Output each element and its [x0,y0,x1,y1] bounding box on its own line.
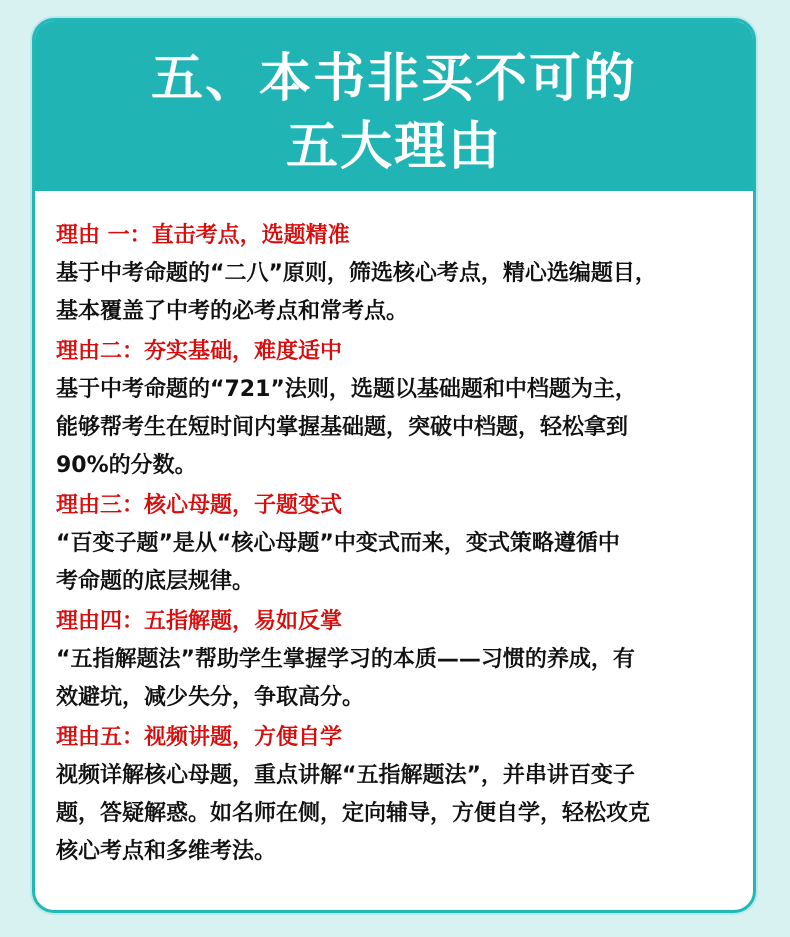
title-banner [35,21,753,191]
reason-3-title: 理由三：核心母题，子题变式 [56,493,343,518]
reason-5 [56,719,746,871]
reason-4-line-1: “五指解题法”帮助学生掌握学习的本质——习惯的养成，有 [56,647,635,672]
reason-5-title: 理由五：视频讲题，方便自学 [56,725,343,750]
title-line-1: 五、本书非买不可的 [150,49,637,109]
reason-4 [56,603,746,717]
reason-1-line-1: 基于中考命题的“二八”原则，筛选核心考点，精心选编题目， [56,261,657,286]
reason-4-title: 理由四：五指解题，易如反掌 [56,609,343,634]
reason-1-line-2: 基本覆盖了中考的必考点和常考点。 [56,299,409,324]
reasons-card [32,18,756,913]
reason-2-line-3: 90%的分数。 [56,453,197,478]
reason-5-line-3: 核心考点和多维考法。 [56,839,277,864]
reasons-list [56,217,746,873]
reason-3-body [56,525,746,601]
reason-5-line-1: 视频详解核心母题，重点讲解“五指解题法”，并串讲百变子 [56,763,635,788]
reason-3-line-1: “百变子题”是从“核心母题”中变式而来，变式策略遵循中 [56,531,620,556]
title-line-2: 五大理由 [285,117,502,177]
reason-1-title: 理由 一：直击考点，选题精准 [56,223,350,248]
reason-4-body [56,641,746,717]
reason-4-line-2: 效避坑，减少失分，争取高分。 [56,685,365,710]
reason-3 [56,487,746,601]
reason-2-line-2: 能够帮考生在短时间内掌握基础题，突破中档题，轻松拿到 [56,415,629,440]
reason-1 [56,217,746,331]
reason-2-line-1: 基于中考命题的“721”法则，选题以基础题和中档题为主， [56,377,637,402]
reason-2-title: 理由二：夯实基础，难度适中 [56,339,343,364]
reason-1-body [56,255,746,331]
reason-3-line-2: 考命题的底层规律。 [56,569,255,594]
reason-5-line-2: 题，答疑解惑。如名师在侧，定向辅导，方便自学，轻松攻克 [56,801,651,826]
reason-5-body [56,757,746,871]
reason-2-body [56,371,746,485]
reason-2 [56,333,746,485]
